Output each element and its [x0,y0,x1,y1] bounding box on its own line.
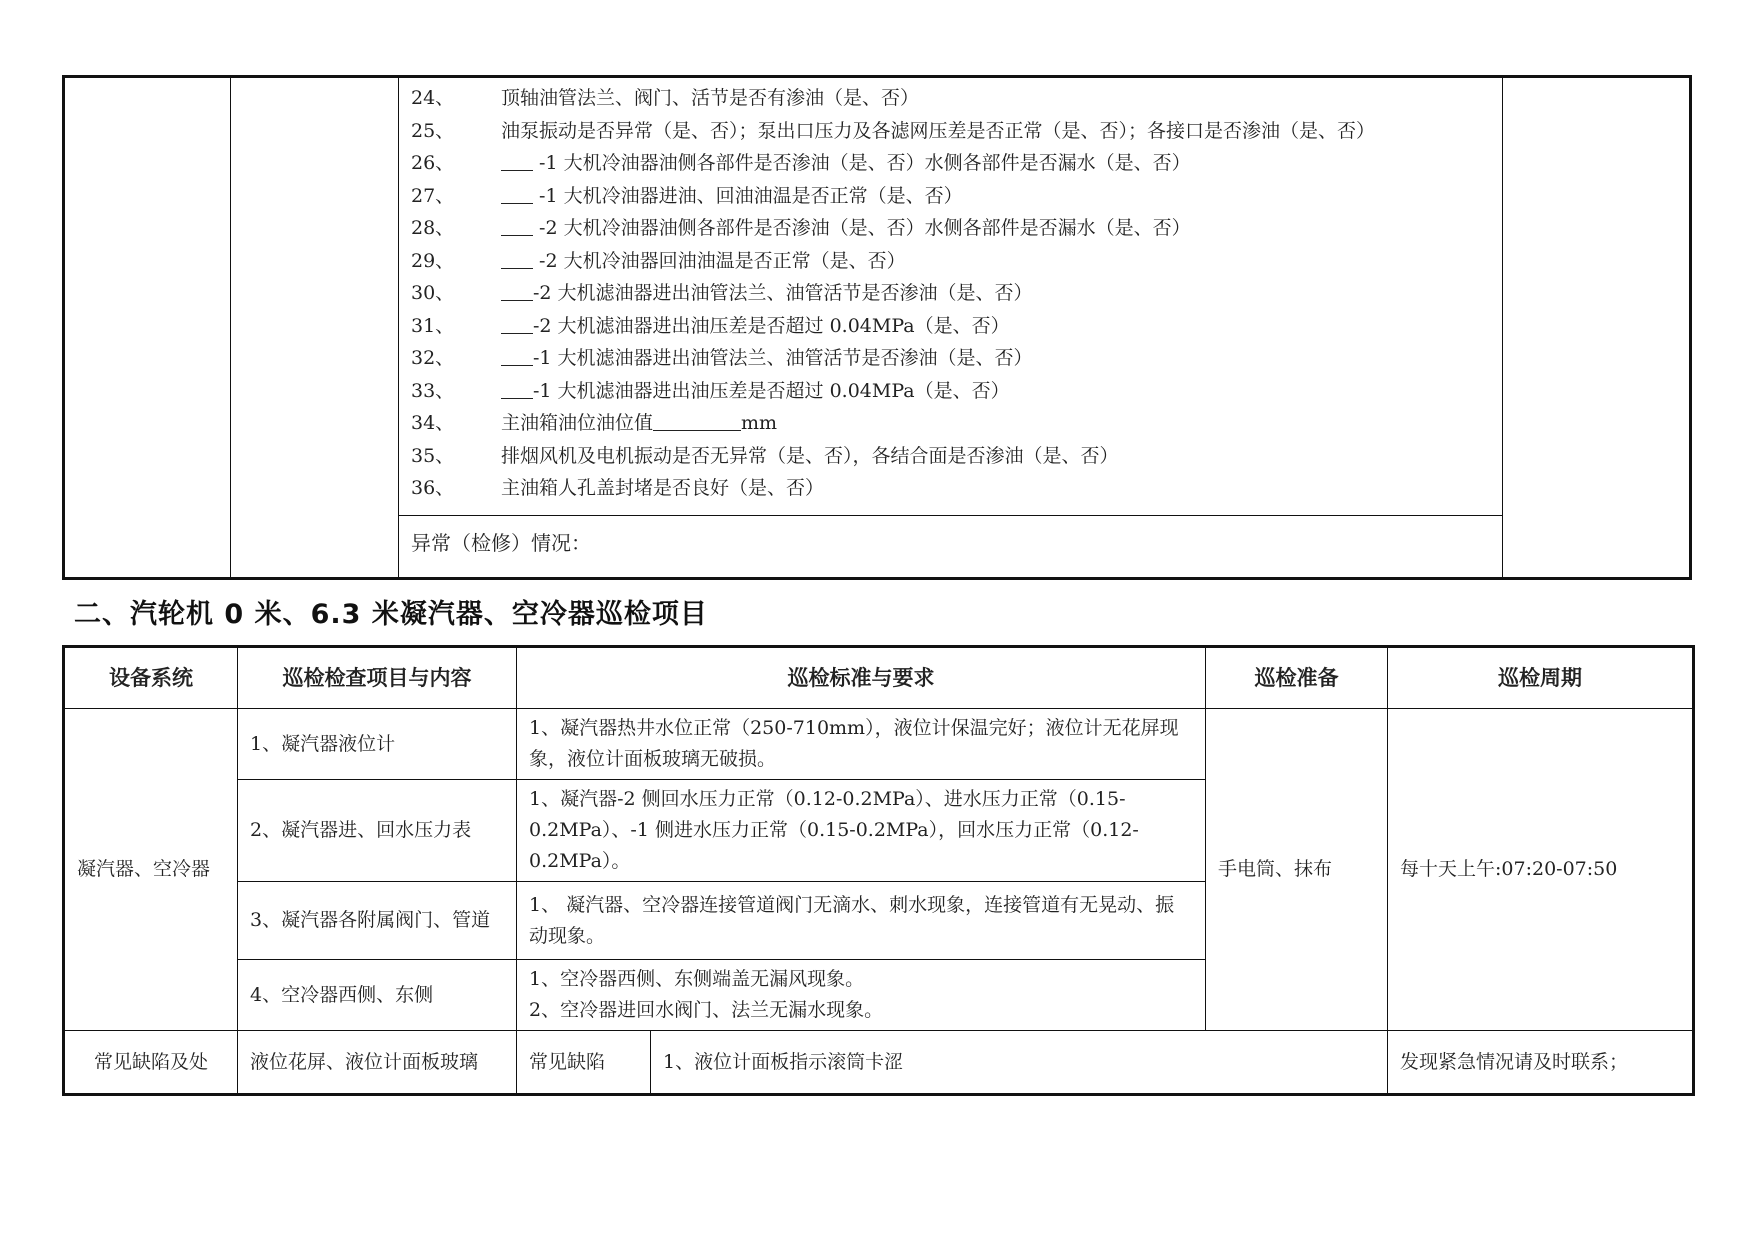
section-heading: 二、汽轮机 0 米、6.3 米凝汽器、空冷器巡检项目 [74,599,708,630]
item-number: 27、 [411,184,455,207]
item-text: -1 大机滤油器进出油管法兰、油管活节是否渗油（是、否） [533,347,1033,369]
item-text: 油泵振动是否异常（是、否）；泵出口压力及各滤网压差是否正常（是、否）；各接口是否渗油（是、否） [501,119,1376,142]
list-item [411,472,1561,505]
standard-cell: 1、凝汽器热井水位正常（250-710mm），液位计保温完好；液位计无花屏现象，液位计面板玻璃无破损。 [517,709,1206,780]
item-text-wrap [501,115,1375,148]
fill-in-blank[interactable] [501,215,533,236]
item-number: 25、 [411,119,455,142]
item-number: 30、 [411,282,455,304]
standard-cell [517,960,1206,1031]
checklist-items [411,82,1561,505]
list-item [411,277,1561,310]
item-text-wrap [501,180,963,213]
fill-in-blank[interactable] [501,150,533,171]
item-text-wrap [501,82,919,115]
header-prep: 巡检准备 [1206,647,1388,709]
fill-in-blank[interactable] [501,378,533,399]
standard-line: 1、空冷器西侧、东侧端盖无漏风现象。 [529,968,865,990]
item-text-wrap [501,277,1033,310]
item-number: 35、 [411,444,455,467]
item-text-wrap [501,342,1033,375]
table-header-row [64,647,1694,709]
item-text-wrap [501,245,906,278]
item-text-wrap [501,212,1191,245]
item-cell: 4、空冷器西侧、东侧 [238,960,517,1031]
list-item [411,440,1561,473]
item-text-wrap [501,375,1010,408]
item-number: 33、 [411,379,455,402]
prep-cell: 手电筒、抹布 [1206,709,1388,1031]
item-text-wrap [501,472,824,505]
item-text: 主油箱人孔盖封堵是否良好（是、否） [501,477,825,499]
system-cell: 凝汽器、空冷器 [64,709,238,1031]
item-number: 31、 [411,314,455,337]
item-text: -1 大机滤油器进出油压差是否超过 0.04MPa（是、否） [533,379,1010,402]
item-number: 29、 [411,249,455,272]
period-cell: 每十天上午:07:20-07:50 [1388,709,1694,1031]
item-cell: 2、凝汽器进、回水压力表 [238,780,517,882]
fill-in-blank[interactable] [653,410,741,431]
defect-col1: 常见缺陷及处 [64,1031,238,1095]
list-item [411,82,1561,115]
item-text: 主油箱油位油位值 [501,412,654,434]
item-text: 顶轴油管法兰、阀门、活节是否有渗油（是、否） [501,87,920,109]
item-number: 36、 [411,477,455,499]
item-text: -1 大机冷油器进油、回油油温是否正常（是、否） [533,184,963,207]
header-standard: 巡检标准与要求 [517,647,1206,709]
standard-cell: 1、 凝汽器、空冷器连接管道阀门无滴水、刺水现象，连接管道有无晃动、振动现象。 [517,882,1206,960]
item-text-wrap [501,310,1010,343]
item-cell: 1、凝汽器液位计 [238,709,517,780]
defect-col5: 发现紧急情况请及时联系； [1388,1031,1694,1095]
fill-in-blank[interactable] [501,248,533,269]
fill-in-blank[interactable] [501,183,533,204]
item-text-wrap [501,147,1191,180]
fill-in-blank[interactable] [501,345,533,366]
item-cell: 3、凝汽器各附属阀门、管道 [238,882,517,960]
defect-col3: 常见缺陷 [517,1031,651,1095]
item-number: 24、 [411,87,455,109]
condenser-inspection-table [62,645,1695,1096]
list-item [411,245,1561,278]
defect-col2: 液位花屏、液位计面板玻璃 [238,1031,517,1095]
fill-in-blank[interactable] [501,313,533,334]
item-text-wrap [501,440,1119,473]
unit-text: mm [741,412,778,434]
list-item [411,147,1561,180]
item-text: -2 大机冷油器回油油温是否正常（是、否） [533,249,906,272]
item-number: 34、 [411,412,455,434]
standard-line: 2、空冷器进回水阀门、法兰无漏水现象。 [529,999,884,1021]
item-text: -2 大机冷油器油侧各部件是否渗油（是、否）水侧各部件是否漏水（是、否） [533,217,1191,239]
row-divider [398,515,1502,516]
defect-col4: 1、液位计面板指示滚筒卡涩 [651,1031,1388,1095]
list-item [411,180,1561,213]
abnormal-label: 异常（检修）情况： [411,531,591,555]
header-period: 巡检周期 [1388,647,1694,709]
list-item [411,375,1561,408]
defect-row [64,1031,1694,1095]
item-number: 26、 [411,152,455,174]
item-text: 排烟风机及电机振动是否无异常（是、否），各结合面是否渗油（是、否） [501,444,1119,467]
list-item [411,115,1561,148]
item-text: -2 大机滤油器进出油管法兰、油管活节是否渗油（是、否） [533,282,1033,304]
list-item [411,342,1561,375]
item-text-wrap [501,407,777,440]
item-text: -2 大机滤油器进出油压差是否超过 0.04MPa（是、否） [533,314,1010,337]
fill-in-blank[interactable] [501,280,533,301]
item-number: 28、 [411,217,455,239]
table-row [64,709,1694,780]
list-item [411,212,1561,245]
standard-cell: 1、凝汽器-2 侧回水压力正常（0.12-0.2MPa）、进水压力正常（0.15-0.2MPa）、-1 侧进水压力正常（0.15-0.2MPa），回水压力正常（0.12-0.2MPa）。 [517,780,1206,882]
list-item [411,407,1561,440]
header-system: 设备系统 [64,647,238,709]
item-text: -1 大机冷油器油侧各部件是否渗油（是、否）水侧各部件是否漏水（是、否） [533,152,1191,174]
column-divider [398,78,399,577]
column-divider [230,78,231,577]
list-item [411,310,1561,343]
header-item: 巡检检查项目与内容 [238,647,517,709]
inspection-table-continuation [62,75,1692,580]
item-number: 32、 [411,347,455,369]
